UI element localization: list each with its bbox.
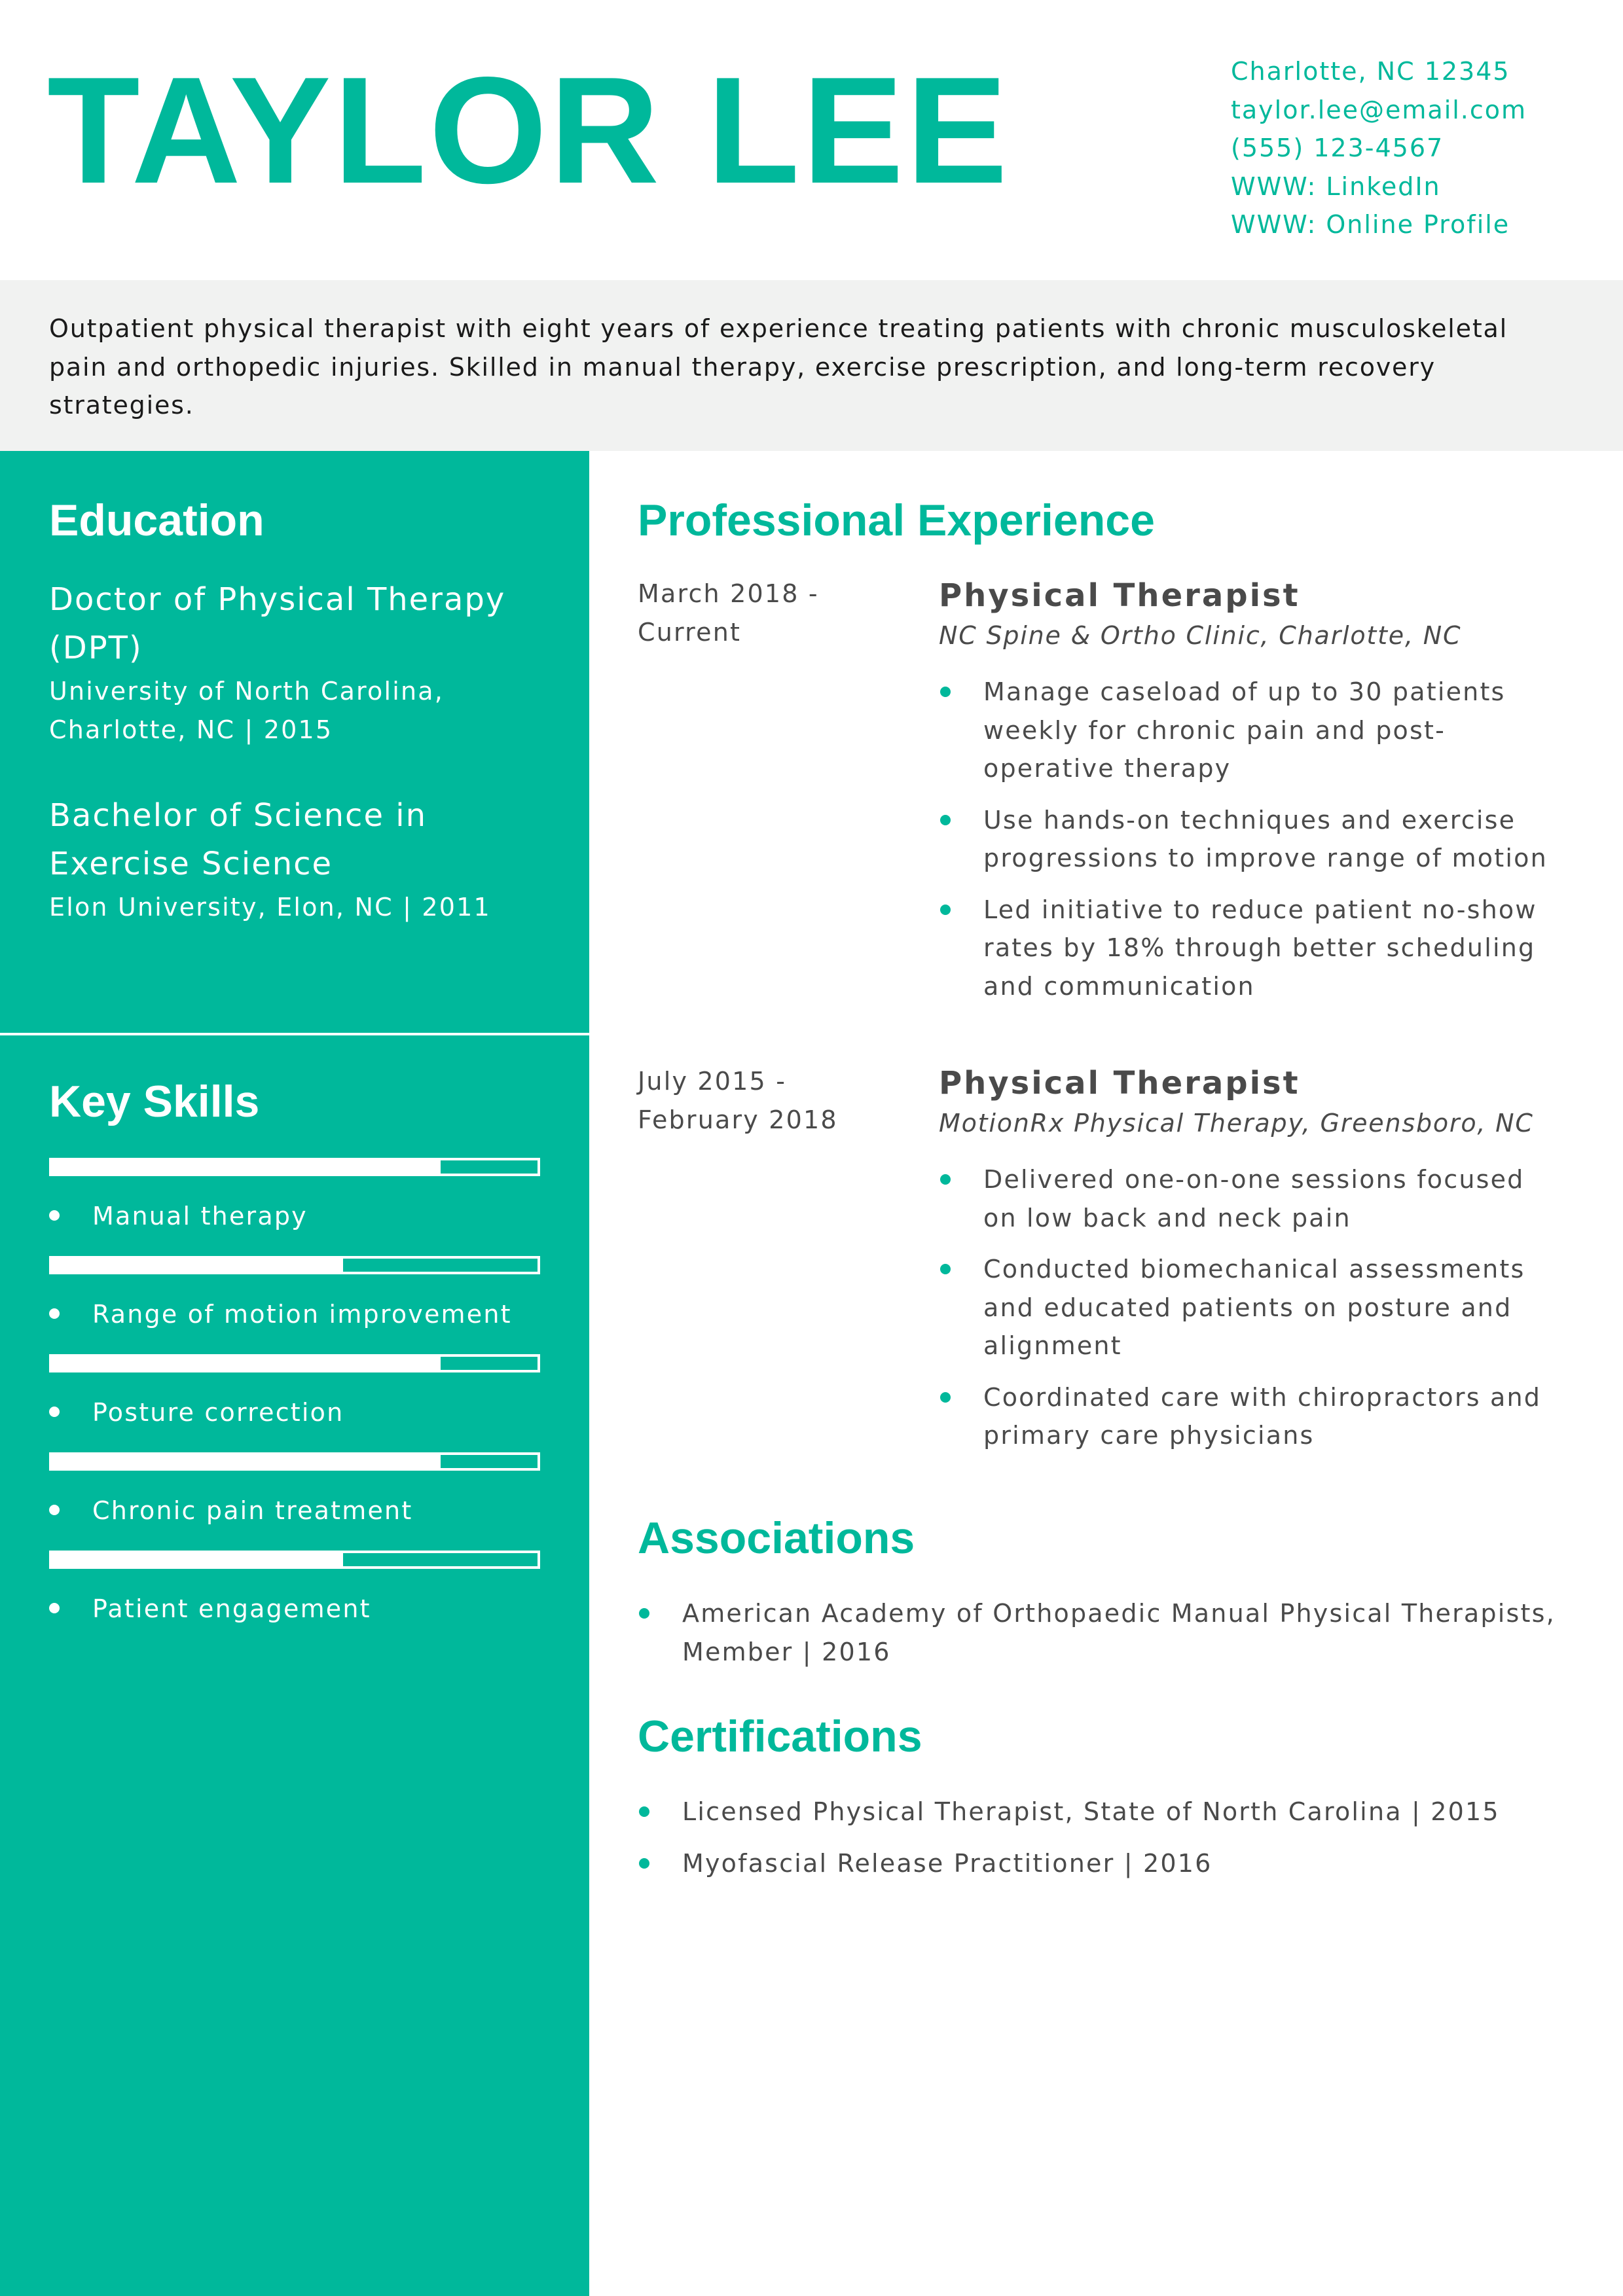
contact-linkedin[interactable]: WWW: LinkedIn xyxy=(1231,171,1441,201)
skills-list xyxy=(49,1158,540,1649)
education-heading: Education xyxy=(49,495,264,545)
bullet-dot xyxy=(639,1806,649,1817)
bullet-dot xyxy=(49,1603,60,1613)
list-item xyxy=(939,1378,1567,1455)
bullet-dot xyxy=(940,687,951,697)
skill-level-fill xyxy=(52,1455,441,1468)
contact-location: Charlotte, NC 12345 xyxy=(1231,57,1510,86)
bullet-dot xyxy=(639,1858,649,1869)
skill-level-bar xyxy=(49,1158,540,1176)
job-employer: NC Spine & Ortho Clinic, Charlotte, NC xyxy=(939,621,1462,650)
skill-level-bar xyxy=(49,1452,540,1471)
skill-level-fill xyxy=(52,1259,343,1272)
list-item xyxy=(638,1844,1580,1883)
bullet-dot xyxy=(940,1392,951,1403)
bullet-dot xyxy=(49,1505,60,1515)
list-item xyxy=(939,801,1567,878)
skill-item xyxy=(49,1471,540,1551)
bullet-text: Delivered one-on-one sessions focused on low back and neck pain xyxy=(983,1165,1525,1232)
job-title: Physical Therapist xyxy=(939,1065,1300,1102)
list-item xyxy=(939,891,1567,1006)
contact-info xyxy=(1231,52,1527,244)
job-title: Physical Therapist xyxy=(939,577,1300,614)
sidebar-divider xyxy=(0,1033,589,1035)
bullet-text: Manage caseload of up to 30 patients weekly for chronic pain and post-operative therapy xyxy=(983,677,1506,783)
list-item xyxy=(638,1594,1580,1671)
skill-label: Patient engagement xyxy=(92,1594,371,1623)
bullet-dot xyxy=(940,905,951,915)
job-employer: MotionRx Physical Therapy, Greensboro, NC xyxy=(939,1109,1534,1138)
education-degree: Doctor of Physical Therapy (DPT) xyxy=(49,581,506,666)
list-item xyxy=(939,1250,1567,1365)
skill-item xyxy=(49,1176,540,1256)
bullet-dot xyxy=(940,815,951,825)
job-dates: March 2018 - Current xyxy=(638,579,819,647)
education-degree: Bachelor of Science in Exercise Science xyxy=(49,797,427,882)
contact-phone[interactable]: (555) 123-4567 xyxy=(1231,134,1444,162)
certification-text: Myofascial Release Practitioner | 2016 xyxy=(682,1848,1213,1878)
list-item xyxy=(939,1160,1567,1237)
skill-level-bar xyxy=(49,1551,540,1569)
skill-item xyxy=(49,1372,540,1452)
candidate-name: TAYLOR LEE xyxy=(47,46,1010,215)
skill-level-bar xyxy=(49,1354,540,1372)
education-entry xyxy=(49,575,560,749)
skill-level-fill xyxy=(52,1357,441,1370)
bullet-dot xyxy=(639,1608,649,1619)
bullet-dot xyxy=(940,1174,951,1185)
summary-text: Outpatient physical therapist with eight years of experience treating patients with chronic musculoskeletal pain and orthopedic injuries. Skilled in manual therapy, exercise prescription, and long-term recovery strategies. xyxy=(49,314,1508,420)
list-item xyxy=(939,673,1567,788)
skill-item xyxy=(49,1274,540,1354)
certifications-list xyxy=(638,1793,1580,1895)
skill-label: Posture correction xyxy=(92,1398,344,1427)
contact-email[interactable]: taylor.lee@email.com xyxy=(1231,95,1527,124)
job-dates: July 2015 - February 2018 xyxy=(638,1067,838,1134)
contact-online-profile[interactable]: WWW: Online Profile xyxy=(1231,210,1510,239)
certification-text: Licensed Physical Therapist, State of North Carolina | 2015 xyxy=(682,1797,1500,1826)
bullet-dot xyxy=(49,1407,60,1417)
bullet-text: Coordinated care with chiropractors and primary care physicians xyxy=(983,1382,1542,1450)
list-item xyxy=(638,1793,1580,1831)
education-school: Elon University, Elon, NC | 2011 xyxy=(49,893,491,922)
experience-heading: Professional Experience xyxy=(638,495,1155,545)
skill-level-fill xyxy=(52,1553,343,1566)
job-bullets xyxy=(939,1160,1567,1468)
bullet-text: Led initiative to reduce patient no-show rates by 18% through better scheduling and communication xyxy=(983,895,1537,1001)
bullet-dot xyxy=(49,1308,60,1319)
sidebar xyxy=(0,451,589,2296)
skill-level-bar xyxy=(49,1256,540,1274)
associations-heading: Associations xyxy=(638,1513,915,1563)
summary-band xyxy=(0,280,1623,451)
bullet-text: Use hands-on techniques and exercise progressions to improve range of motion xyxy=(983,805,1548,872)
education-entry xyxy=(49,791,560,927)
skills-heading: Key Skills xyxy=(49,1077,260,1126)
association-text: American Academy of Orthopaedic Manual Physical Therapists, Member | 2016 xyxy=(682,1599,1556,1666)
certifications-heading: Certifications xyxy=(638,1712,922,1761)
bullet-text: Conducted biomechanical assessments and educated patients on posture and alignment xyxy=(983,1255,1525,1360)
job-bullets xyxy=(939,673,1567,1018)
skill-level-fill xyxy=(52,1160,441,1174)
bullet-dot xyxy=(49,1210,60,1221)
skill-item xyxy=(49,1569,540,1649)
skill-label: Manual therapy xyxy=(92,1202,308,1230)
skill-label: Range of motion improvement xyxy=(92,1300,512,1329)
bullet-dot xyxy=(940,1264,951,1274)
associations-list xyxy=(638,1594,1580,1684)
education-school: University of North Carolina, Charlotte, NC | 2015 xyxy=(49,677,445,744)
skill-label: Chronic pain treatment xyxy=(92,1496,413,1525)
